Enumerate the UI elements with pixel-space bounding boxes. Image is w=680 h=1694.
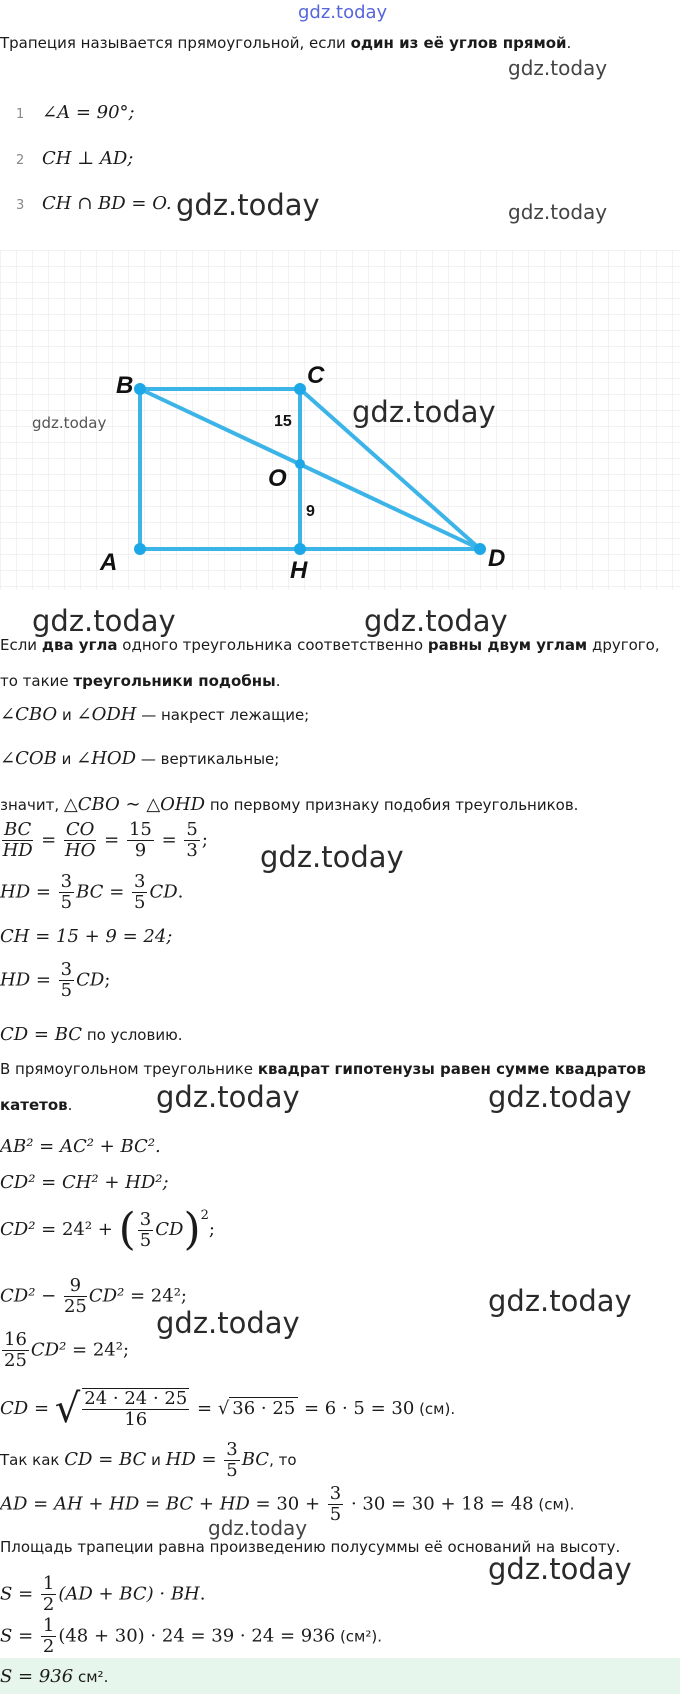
point-a [134,543,146,555]
cd-squared-equation: CD² = 24² + ( $\frac{3}{5}$ CD)$^2$; [0,1204,215,1255]
ad-equation: AD = AH + HD = BC + HD = 30 + $\frac{3}{5}$ · 30 = 30 + 18 = 48 (см). [0,1483,575,1525]
text-bold: равны двум углам [427,636,588,654]
text-span: и [146,1450,166,1469]
area-calculation: S = $\frac{1}{2}$ (48 + 30) · 24 = 39 · 24 = 936 (см²). [0,1615,382,1657]
text-span: (см). [414,1400,456,1418]
ch-sum: CH = 15 + 9 = 24; [0,926,173,947]
watermark: gdz.today [488,1552,632,1586]
cd-root-equation: CD = √ $\frac{24 \cdot 24 \cdot 25}{16}$ = √ 36 · 25 = 6 · 5 = 30 (см). [0,1386,456,1432]
watermark: gdz.today [508,56,608,80]
point-h [294,543,306,555]
similarity-rule-line2 [0,672,280,690]
pythagoras-general: AB² = AC² + BC². [0,1136,161,1157]
fraction [224,1440,239,1481]
fraction [41,1616,56,1657]
given-expr: CH ⊥ AD; [42,148,134,169]
list-number: 3 [16,198,25,213]
numerator: 5 [186,819,198,840]
fraction [59,960,74,1001]
denominator: 5 [139,1229,152,1251]
text-span: и [57,706,77,724]
ratio-equation: $\frac{BC}{HD}$ = $\frac{CO}{HO}$ = $\frac{15}{9}$ = $\frac{5}{3}$ ; [2,819,208,861]
area-formula: S = $\frac{1}{2}$ (AD + BC) · BH. [0,1573,206,1615]
text-span: — накрест лежащие; [136,706,310,724]
list-number: 2 [16,153,25,168]
label-b: B [116,372,134,399]
label-d: D [488,545,506,572]
text-span: одного треугольника соответственно [117,636,428,654]
fraction [41,1574,56,1615]
denominator: HD [2,839,33,861]
math-expr: ∠CBO [0,704,58,725]
denominator: 5 [60,979,73,1001]
definition-text [0,34,571,52]
text-span: Так как [0,1450,65,1469]
numerator: 9 [64,1276,87,1297]
given-item-2 [16,148,133,169]
watermark: gdz.today [260,840,404,874]
numerator: 3 [226,1439,238,1460]
denominator: 25 [4,1349,27,1371]
pythagoras-rule-line2 [0,1096,72,1114]
fraction [138,1210,153,1251]
fraction [82,1388,189,1430]
text-span: по условию. [82,1026,183,1044]
watermark: gdz.today [364,604,508,638]
math-expr: ∠COB [0,748,57,769]
numerator: 3 [329,1483,342,1504]
answer-line [0,1666,108,1687]
text-span: и [56,750,77,768]
similarity-conclusion [0,794,578,815]
text-span: другого, [587,636,660,654]
fraction [127,820,154,861]
math-expr: △CBO ∼ △OHD [63,794,206,815]
label-h: H [290,557,308,584]
watermark: gdz.today [32,414,107,432]
text-bold: треугольники подобны [73,672,276,690]
given-item-3 [16,193,172,214]
text-bold: два угла [41,636,118,654]
denominator: 16 [124,1409,148,1430]
numerator: 3 [139,1208,152,1230]
text-span: то такие [0,672,74,690]
denominator: 2 [42,1635,55,1657]
numerator: 15 [128,819,152,840]
definition-text-end: . [566,34,572,52]
area-rule: Площадь трапеции равна произведению полусуммы её оснований на высоту. [0,1538,621,1556]
fraction [64,1276,87,1317]
text-span: В прямоугольном треугольнике [0,1060,258,1078]
pythagoras-cd: CD² = CH² + HD²; [0,1172,169,1193]
text-span: значит, [0,796,64,814]
text-span: — вертикальные; [136,750,280,768]
watermark: gdz.today [32,604,176,638]
text-span: , то [269,1450,297,1469]
text-span: по первому признаку подобия треугольников. [205,796,579,814]
cd-diff-equation: CD² − $\frac{9}{25}$ CD² = 24²; [0,1275,187,1317]
denominator: 5 [329,1503,342,1525]
definition-text-normal: Трапеция называется прямоугольной, если [0,34,351,52]
similarity-rule-line1 [0,636,660,654]
watermark: gdz.today [156,1080,300,1114]
cd-scaled-equation: $\frac{16}{25}$ CD² = 24²; [4,1329,130,1371]
fraction [184,820,199,861]
given-expr: CH ∩ BD = O. [42,193,172,214]
numerator: 1 [42,1573,55,1594]
watermark: gdz.today [488,1080,632,1114]
watermark: gdz.today [156,1306,300,1340]
hd-equation: HD = $\frac{3}{5}$ BC = $\frac{3}{5}$ CD. [0,871,184,913]
text-span: (см²). [335,1627,382,1646]
math-expr: ∠ODH [76,704,137,725]
list-number: 1 [16,107,25,122]
numerator: 1 [42,1615,55,1636]
text-bold: катетов [0,1096,68,1114]
given-expr: ∠A = 90°; [42,102,135,123]
since-line: Так как CD = BC и HD = $\frac{3}{5}$ BC, то [0,1439,297,1481]
denominator: 9 [134,839,147,861]
watermark: gdz.today [208,1516,308,1540]
denominator: 5 [134,891,146,913]
hd-cd-equation: HD = $\frac{3}{5}$ CD; [0,959,111,1001]
text-span: (см). [533,1495,575,1514]
denominator: 25 [63,1295,87,1317]
math-expr: ∠HOD [76,748,137,769]
fraction [59,872,74,913]
numerator: 24 · 24 · 25 [84,1388,188,1410]
fraction [132,872,147,913]
text-span: Если [0,636,42,654]
text-span: см². [73,1668,109,1686]
vertical-angles [0,748,279,769]
denominator: 3 [186,839,198,861]
numerator: 3 [60,959,73,980]
watermark: gdz.today [508,200,608,224]
point-o [295,459,305,469]
label-c: C [307,362,325,389]
point-d [474,543,486,555]
watermark: gdz.today [176,188,320,222]
math-expr: CD = BC [0,1024,83,1045]
text-span: . [67,1096,73,1114]
numerator: BC [4,819,32,840]
label-co: 15 [274,413,292,430]
denominator: HO [64,839,96,861]
watermark: gdz.today [488,1284,632,1318]
trapezoid-diagram [0,250,680,590]
watermark-top: gdz.today [298,2,388,23]
label-o: O [268,465,287,492]
denominator: 5 [226,1459,238,1481]
numerator: 3 [60,871,73,892]
fraction [2,820,33,861]
watermark: gdz.today [352,395,496,429]
given-item-1 [16,102,135,123]
numerator: CO [65,819,95,840]
label-a: A [100,549,118,576]
fraction [2,1330,29,1371]
text-span: . [275,672,281,690]
denominator: 2 [42,1593,55,1615]
cd-bc-condition [0,1024,182,1045]
pythagoras-rule-line1 [0,1060,646,1078]
numerator: 3 [134,871,146,892]
denominator: 5 [60,891,73,913]
point-c [294,383,306,395]
fraction [328,1484,343,1525]
definition-text-bold: один из её углов прямой [350,34,567,52]
text-bold: квадрат гипотенузы равен сумме квадратов [257,1060,646,1078]
alternate-angles [0,704,309,725]
numerator: 16 [4,1329,27,1350]
point-b [134,383,146,395]
fraction [64,820,97,861]
math-expr: S = 936 [0,1666,74,1687]
label-oh: 9 [306,503,315,520]
